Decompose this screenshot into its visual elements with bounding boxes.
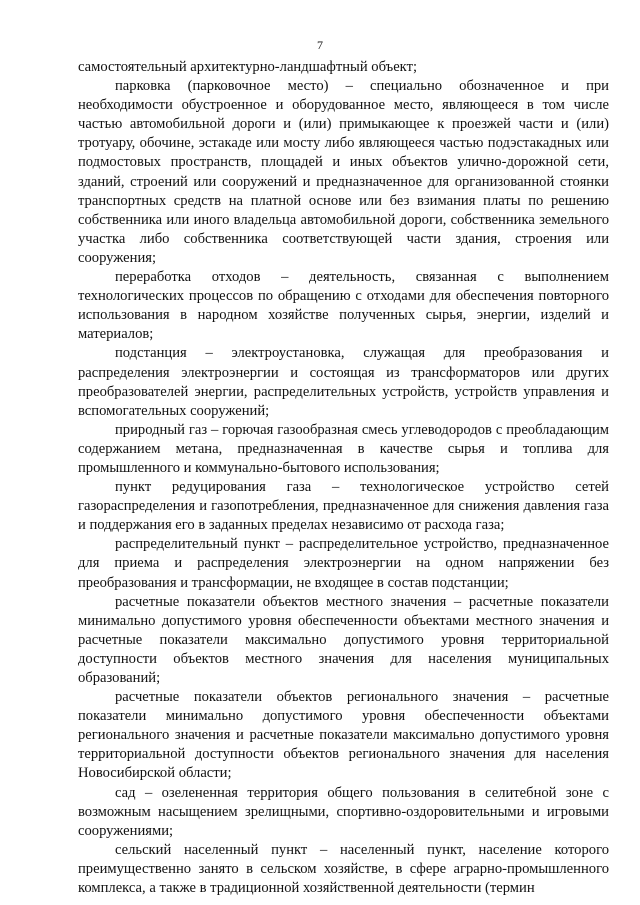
document-body: [78, 58, 609, 898]
paragraph-gas-reduction-point-definition: пункт редуцирования газа – технологическое устройство сетей газораспределения и газопотребления, предназначенное для снижения давления газа и поддержания его в заданных пределах независимо от расхода газа;: [78, 479, 609, 534]
paragraph-substation-definition: подстанция – электроустановка, служащая для преобразования и распределения электроэнергии и состоящая из трансформаторов или других преобразователей энергии, распределительных устройств, устройств управления и вспомогательных сооружений;: [78, 345, 609, 419]
paragraph-local-indicators-definition: расчетные показатели объектов местного значения – расчетные показатели минимально допустимого уровня обеспеченности объектами местного значения и расчетные показатели максимально допустимого уровня территориальной доступности объектов местного значения для населения муниципальных образований;: [78, 593, 609, 686]
paragraph-continuation: самостоятельный архитектурно-ландшафтный объект;: [78, 59, 417, 75]
paragraph-garden-definition: сад – озелененная территория общего пользования в селитебной зоне с возможным насыщением зрелищными, спортивно-оздоровительными и игровыми сооружениями;: [78, 784, 609, 839]
paragraph-rural-settlement-definition: сельский населенный пункт – населенный пункт, население которого преимущественно занято в сельском хозяйстве, в сфере аграрно-промышленного комплекса, а также в традиционной хозяйственной деятельности (термин: [78, 841, 609, 897]
paragraph-waste-processing-definition: переработка отходов – деятельность, связанная с выполнением технологических процессов по обращению с отходами для обеспечения повторного использования в народном хозяйстве полученных сырья, энергии, изделий и материалов;: [78, 269, 609, 343]
paragraph-distribution-point-definition: распределительный пункт – распределительное устройство, предназначенное для приема и распределения электроэнергии на одном напряжении без преобразования и трансформации, не входящее в состав подстанции;: [78, 536, 609, 591]
paragraph-regional-indicators-definition: расчетные показатели объектов регионального значения – расчетные показатели минимально допустимого уровня обеспеченности объектами регионального значения и расчетные показатели максимально допустимого уровня территориальной доступности объектов регионального значения для населения Новосибирской области;: [78, 689, 609, 782]
page-number: 7: [317, 38, 323, 52]
paragraph-parking-definition: парковка (парковочное место) – специально обозначенное и при необходимости обустроенное и оборудованное место, являющееся в том числе частью автомобильной дороги и (или) примыкающее к проезжей части и (или) тротуару, обочине, эстакаде или мосту либо являющееся частью подэстакадных или подмостовых пространств, площадей и иных объектов улично-дорожной сети, зданий, строений или сооружений и предназначенное для организованной стоянки транспортных средств на платной основе или без взимания платы по решению собственника или иного владельца автомобильной дороги, собственника земельного участка либо собственника соответствующей части здания, строения или сооружения;: [78, 78, 609, 266]
paragraph-natural-gas-definition: природный газ – горючая газообразная смесь углеводородов с преобладающим содержанием метана, предназначенная в качестве сырья и топлива для промышленного и коммунально-бытового использования;: [78, 421, 609, 476]
